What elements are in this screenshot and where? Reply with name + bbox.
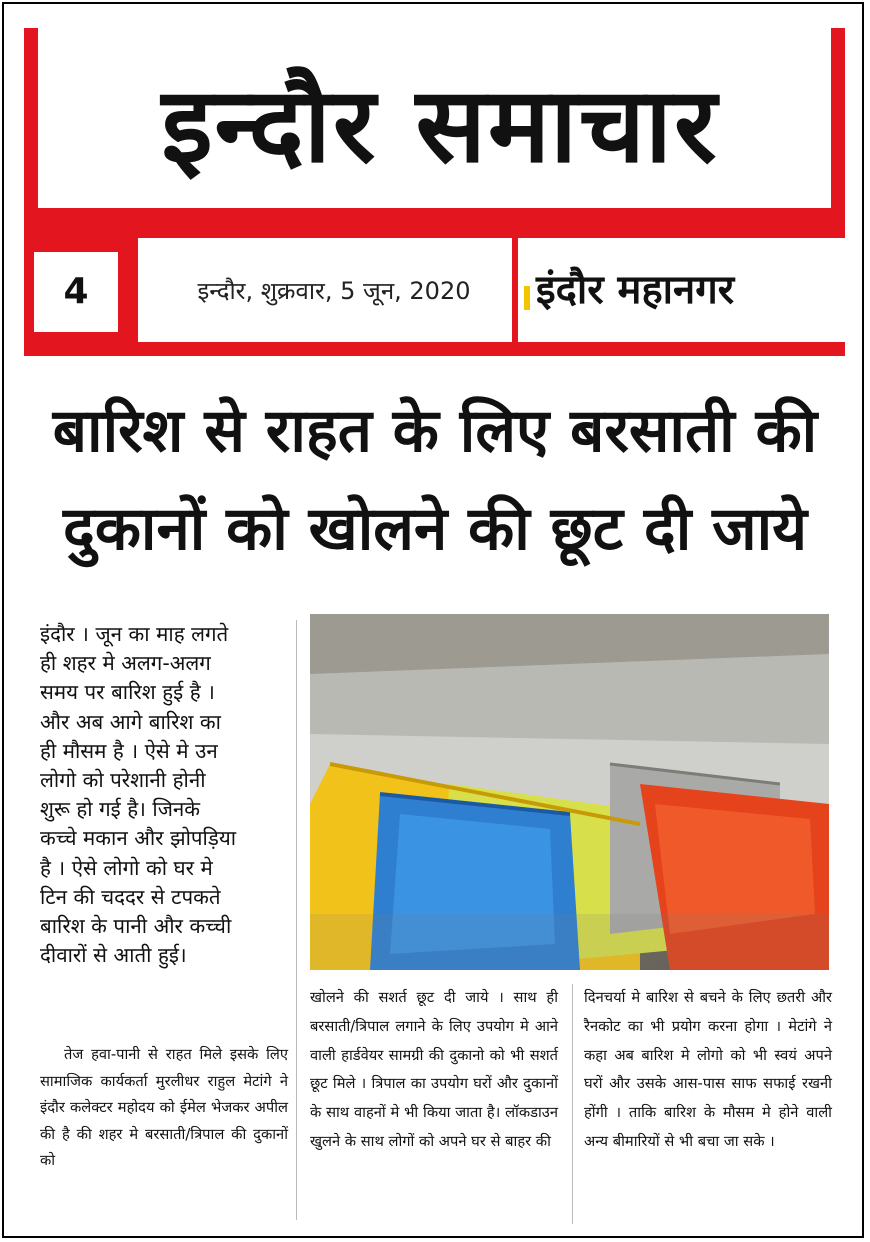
section-marker: [524, 286, 530, 310]
strip-divider: [128, 238, 136, 342]
lead-line: और अब आगे बारिश का: [40, 709, 221, 734]
masthead-bottom-rule: [24, 208, 845, 238]
body-paragraph: तेज हवा-पानी से राहत मिले इसके लिए सामाजिक कार्यकर्ता मुरलीधर राहुल मेटांगे ने इंदौर कलेक्टर महोदय को ईमेल भेजकर अपील की है की शहर मे बरसाती/त्रिपाल की दुकानों को: [40, 1046, 288, 1169]
lead-line: ही शहर मे अलग-अलग: [40, 651, 211, 676]
article-body-col-1: [40, 1042, 288, 1175]
article-body-col-3: [584, 984, 832, 1157]
lead-line: ही मौसम है । ऐसे मे उन: [40, 738, 218, 763]
lead-line: समय पर बारिश हुई है ।: [40, 680, 215, 705]
lead-line: लोगो को परेशानी होनी: [40, 768, 206, 793]
lead-line: टिन की चददर से टपकते: [40, 884, 221, 909]
headline-line-1: बारिश से राहत के लिए बरसाती की: [52, 396, 818, 466]
date-strip: [24, 238, 845, 356]
body-paragraph: दिनचर्या मे बारिश से बचने के लिए छतरी और रैनकोट का भी प्रयोग करना होगा । मेटांगे ने कहा अब बारिश मे लोगो को भी स्वयं अपने घरों और उसके आस-पास साफ सफाई रखनी होंगी । ताकि बारिश के मौसम मे होने वाली अन्य बीमारियों से भी बचा जा सके ।: [584, 989, 832, 1150]
lead-line: है । ऐसे लोगो को घर मे: [40, 855, 213, 880]
section-title: इंदौर महानगर: [536, 267, 735, 313]
article-headline: [30, 382, 840, 578]
headline-line-2: दुकानों को खोलने की छूट दी जाये: [62, 494, 808, 564]
lead-line: बारिश के पानी और कच्ची: [40, 914, 232, 939]
lead-line: इंदौर । जून का माह लगते: [40, 622, 229, 646]
masthead-left-rule: [24, 28, 38, 238]
strip-bottom-rule: [24, 342, 845, 356]
page-number-box: [24, 238, 128, 342]
article-lead: [40, 620, 296, 970]
article-body-col-2: [310, 984, 558, 1157]
body-paragraph: खोलने की सशर्त छूट दी जाये । साथ ही बरसाती/त्रिपाल लगाने के लिए उपयोग मे आने वाली हार्डवेयर सामग्री की दुकानो को भी सशर्त छूट मिले । त्रिपाल का उपयोग घरों और दुकानों के साथ वाहनों मे भी किया जाता है। लॉकडाउन खुलने के साथ लोगों को अपने घर से बाहर की: [310, 989, 558, 1150]
column-rule: [572, 984, 573, 1224]
page-number: 4: [34, 252, 118, 332]
lead-line: शुरू हो गई है। जिनके: [40, 797, 201, 822]
lead-line: कच्चे मकान और झोपड़िया: [40, 826, 237, 851]
masthead-right-rule: [831, 28, 845, 238]
lead-line: दीवारों से आती हुई।: [40, 943, 187, 968]
tarpaulin-photo: [310, 614, 829, 970]
masthead-title: इन्दौर समाचार: [161, 64, 719, 186]
dateline-text: इन्दौर, शुक्रवार, 5 जून, 2020: [197, 277, 471, 305]
strip-divider-right: [512, 238, 518, 342]
strip-divider-inner: [136, 238, 144, 342]
column-rule: [296, 620, 297, 1220]
